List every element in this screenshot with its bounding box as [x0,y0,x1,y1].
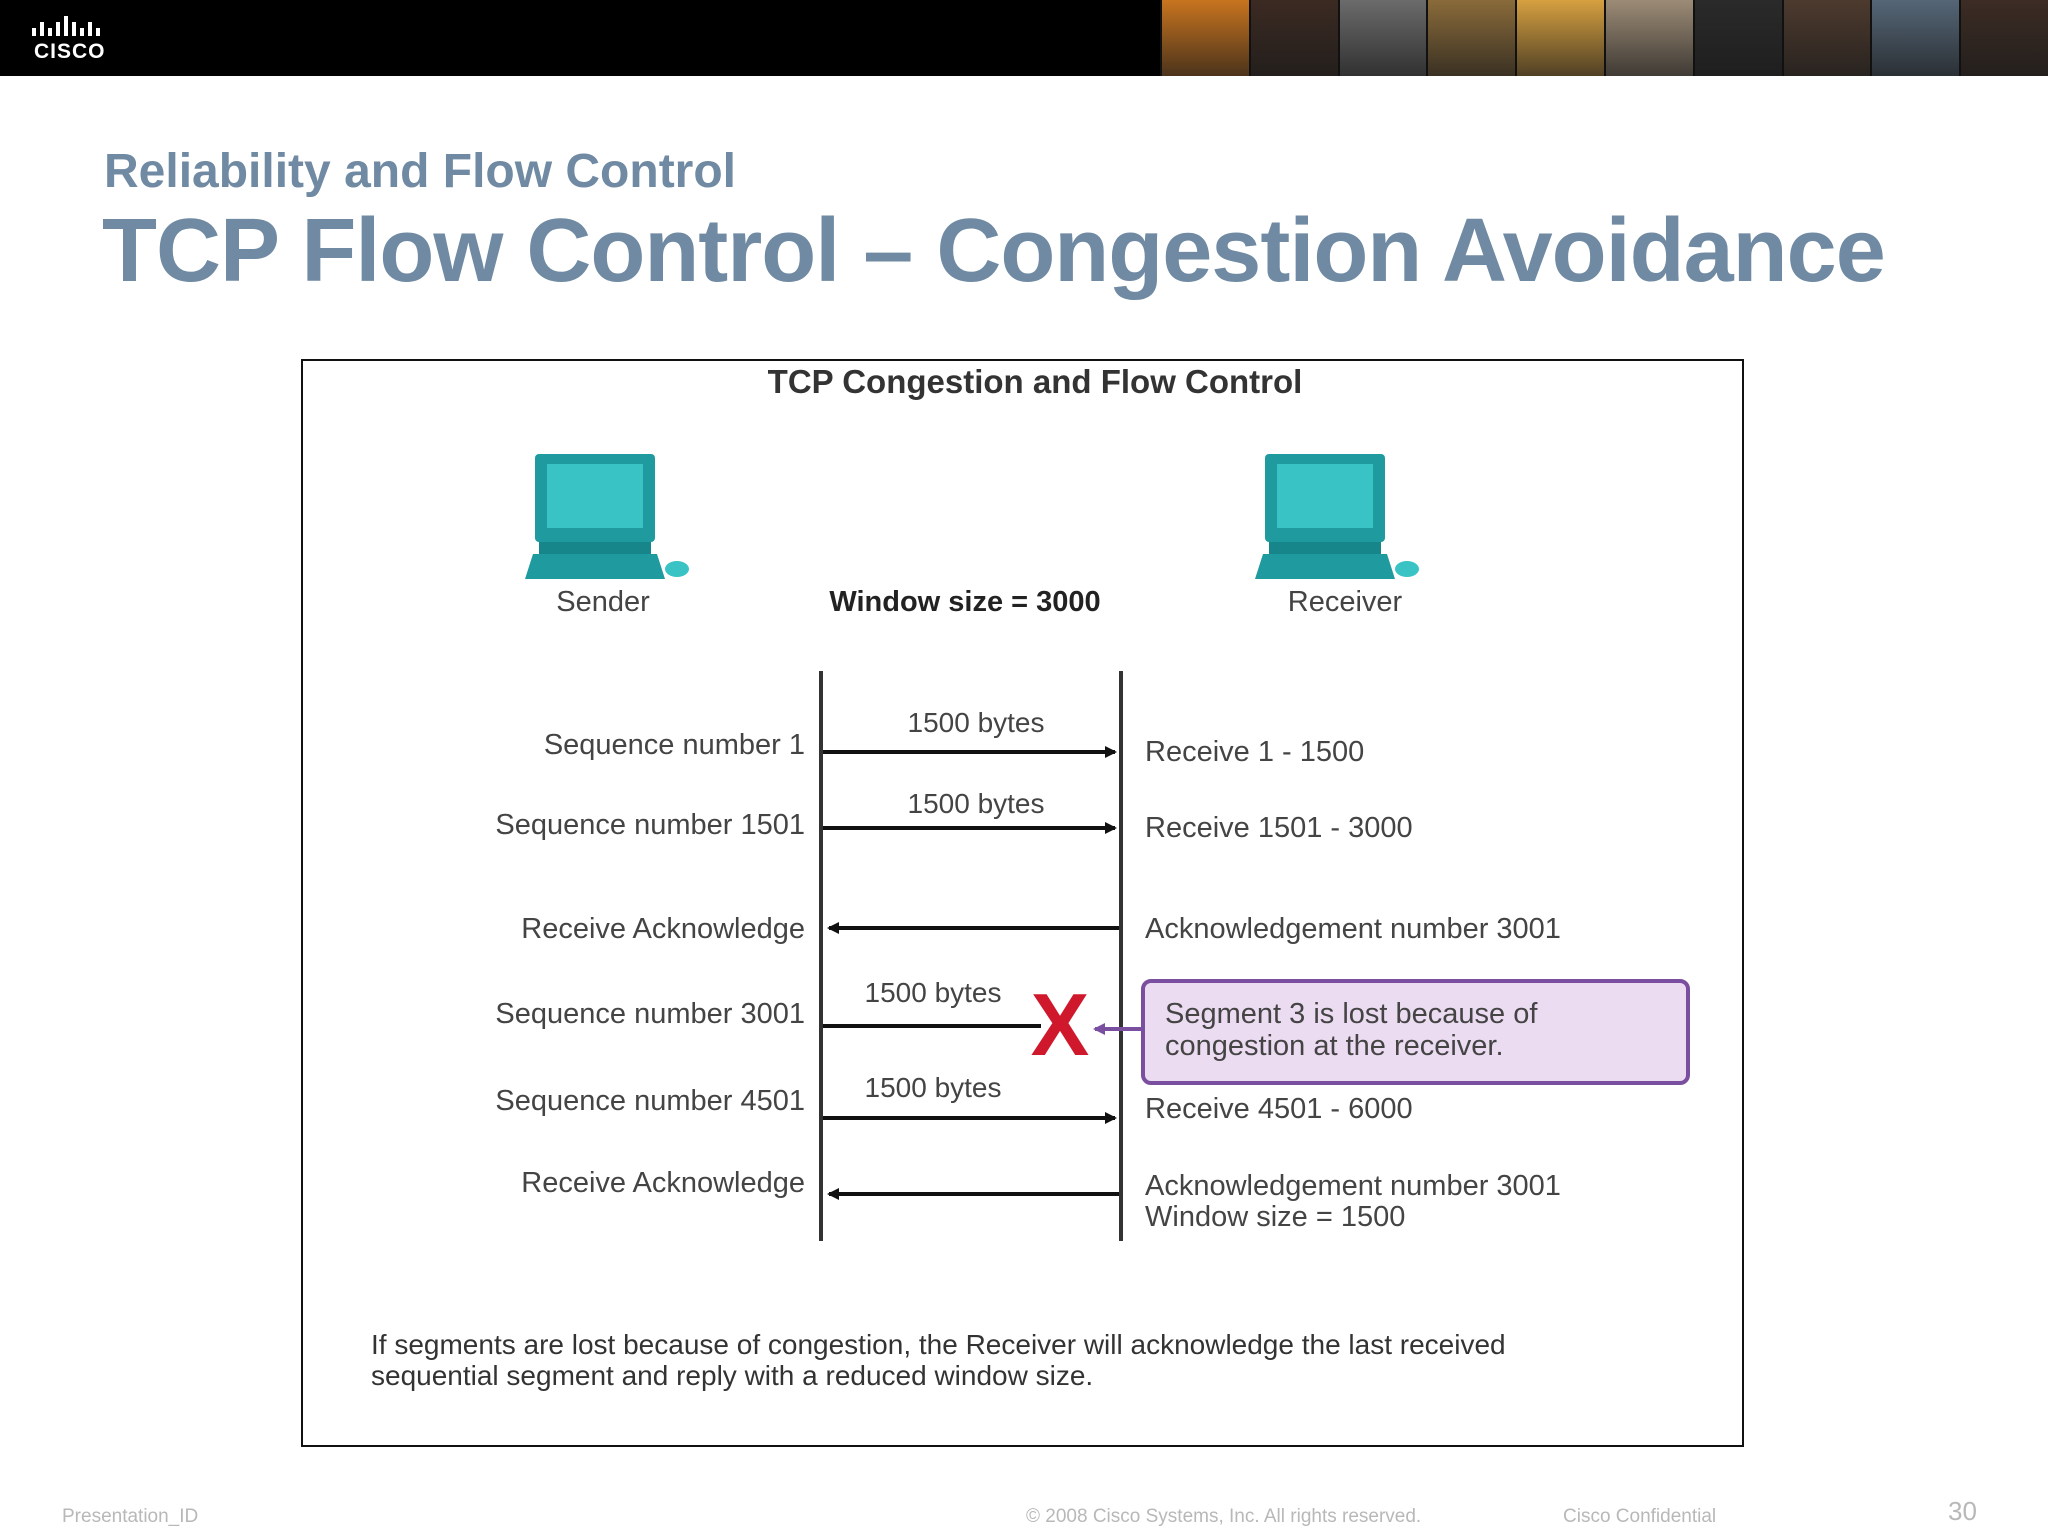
row3-right-label: Acknowledgement number 3001 [1145,913,1561,945]
row5-arrow-label: 1500 bytes [864,1072,1002,1103]
row2-left-label: Sequence number 1501 [495,809,805,841]
cisco-bars-icon [30,14,120,40]
row4-arrow-label: 1500 bytes [864,977,1002,1008]
logo-wordmark: CISCO [34,40,106,63]
row2-arrow-label: 1500 bytes [907,788,1045,819]
row4-left-label: Sequence number 3001 [495,998,805,1030]
header-photo-3 [1338,0,1427,76]
slide-title: TCP Flow Control – Congestion Avoidance [102,201,1885,301]
footer-confidential: Cisco Confidential [1563,1506,1717,1527]
page-number: 30 [1948,1496,1977,1526]
receiver-label: Receiver [1287,586,1403,618]
row3-left-label: Receive Acknowledge [521,913,805,945]
callout-line-2: congestion at the receiver. [1165,1030,1504,1062]
header-photo-6 [1604,0,1693,76]
tcp-flow-diagram [303,361,1742,1445]
cisco-logo [30,14,120,64]
header-photo-2 [1249,0,1338,76]
receiver-computer-icon [1255,454,1419,579]
sender-computer-icon [525,454,689,579]
window-size-label: Window size = 3000 [829,586,1101,618]
header-photo-5 [1515,0,1604,76]
row5-right-label: Receive 4501 - 6000 [1145,1093,1413,1125]
caption-line-1: If segments are lost because of congestion, the Receiver will acknowledge the last received [371,1329,1506,1360]
footer-copyright: © 2008 Cisco Systems, Inc. All rights reserved. [1026,1506,1422,1527]
callout-line-1: Segment 3 is lost because of [1165,998,1538,1030]
header-photo-strip [1160,0,2048,76]
diagram-frame [301,359,1744,1447]
footer-presentation-id: Presentation_ID [62,1506,199,1527]
row1-left-label: Sequence number 1 [543,729,805,761]
header-photo-4 [1426,0,1515,76]
diagram-title: TCP Congestion and Flow Control [767,363,1303,400]
row6-right-label: Acknowledgement number 3001 [1145,1170,1561,1202]
row6-right-label-2: Window size = 1500 [1145,1201,1406,1233]
header-photo-9 [1870,0,1959,76]
caption-line-2: sequential segment and reply with a reduced window size. [371,1360,1094,1391]
header-photo-1 [1160,0,1249,76]
row2-right-label: Receive 1501 - 3000 [1145,812,1413,844]
header-bar [0,0,2048,76]
row6-left-label: Receive Acknowledge [521,1167,805,1199]
sender-label: Sender [556,586,650,618]
lost-segment-x-icon: X [1030,975,1090,1074]
slide-subtitle: Reliability and Flow Control [104,145,737,198]
row1-arrow-label: 1500 bytes [907,707,1045,738]
header-photo-10 [1959,0,2048,76]
header-photo-8 [1782,0,1871,76]
header-photo-7 [1693,0,1782,76]
row1-right-label: Receive 1 - 1500 [1145,736,1365,768]
row5-left-label: Sequence number 4501 [495,1085,805,1117]
